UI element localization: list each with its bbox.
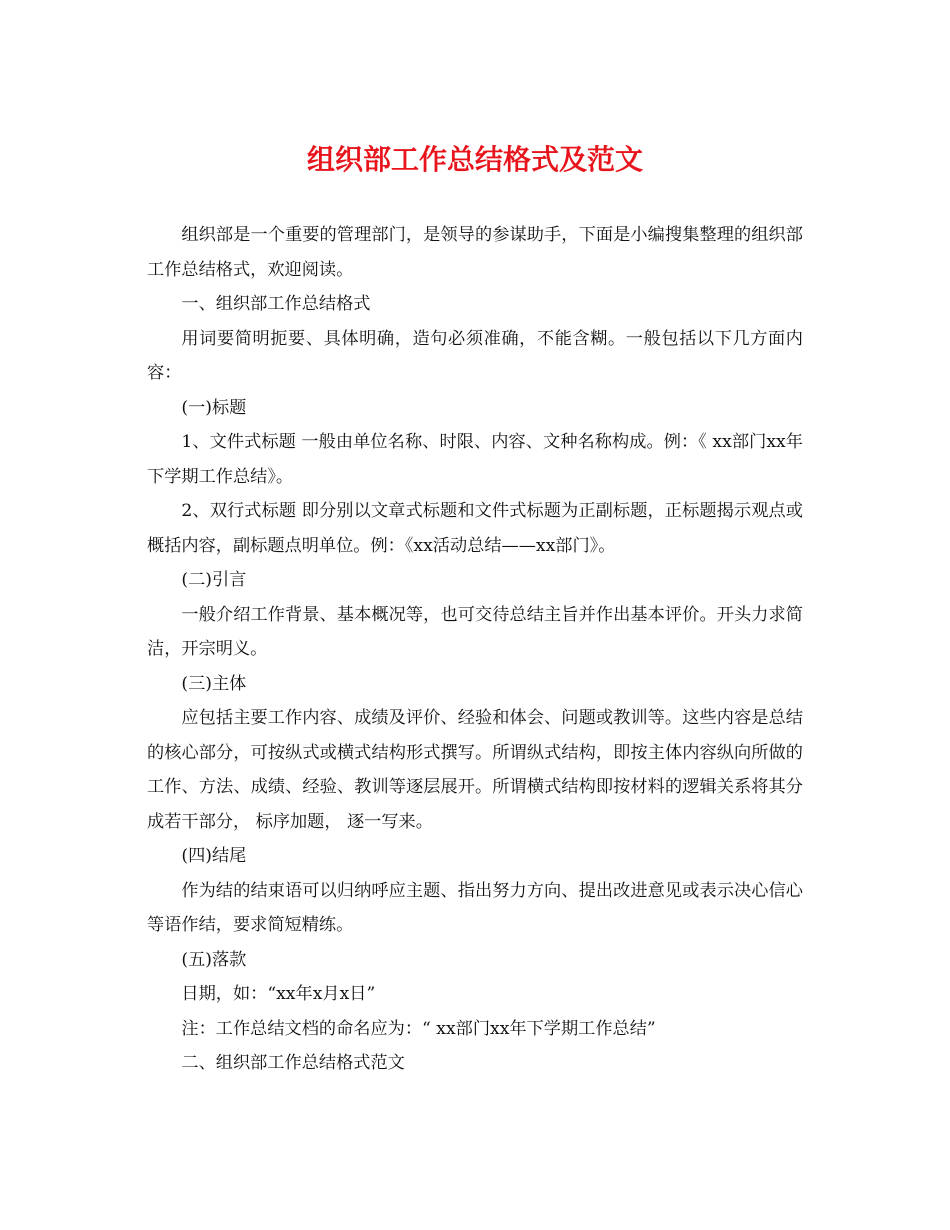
document-title: 组织部工作总结格式及范文 <box>306 143 643 176</box>
paragraph-file-style-title: 1、文件式标题 一般由单位名称、时限、内容、文种名称构成。例：《 xx部门xx年下学期工作总结》。 <box>147 432 803 487</box>
paragraph-ending: 作为结的结束语可以归纳呼应主题、指出努力方向、提出改进意见或表示决心信心等语作结，要求简短精练。 <box>147 880 803 935</box>
subheading-signature: (五)落款 <box>181 949 247 970</box>
paragraph-naming-note: 注：工作总结文档的命名应为：“ xx部门xx年下学期工作总结” <box>181 1018 656 1039</box>
paragraph-intro: 组织部是一个重要的管理部门，是领导的参谋助手，下面是小编搜集整理的组织部工作总结格式，欢迎阅读。 <box>147 225 803 280</box>
subheading-introduction: (二)引言 <box>181 570 247 590</box>
paragraph-main-body: 应包括主要工作内容、成绩及评价、经验和体会、问题或教训等。这些内容是总结的核心部分，可按纵式或横式结构形式撰写。所谓纵式结构，即按主体内容纵向所做的工作、方法、成绩、经验、教训等逐层展开。所谓横式结构即按材料的逻辑关系将其分成若干部分， 标序加题， 逐一写来。 <box>147 708 803 832</box>
subheading-ending: (四)结尾 <box>181 846 247 866</box>
paragraph-general-requirement: 用词要简明扼要、具体明确，造句必须准确，不能含糊。一般包括以下几方面内容： <box>147 328 803 383</box>
paragraph-date: 日期，如：“xx年x月x日” <box>181 984 376 1004</box>
section-heading-format: 一、组织部工作总结格式 <box>181 294 371 314</box>
paragraph-double-line-title: 2、双行式标题 即分别以文章式标题和文件式标题为正副标题，正标题揭示观点或概括内容，副标题点明单位。例：《xx活动总结——xx部门》。 <box>147 501 803 556</box>
subheading-main-body: (三)主体 <box>181 673 247 694</box>
paragraph-introduction: 一般介绍工作背景、基本概况等，也可交待总结主旨并作出基本评价。开头力求简洁，开宗明义。 <box>147 604 803 659</box>
document-body <box>147 218 803 1081</box>
section-heading-sample: 二、组织部工作总结格式范文 <box>181 1053 405 1073</box>
subheading-title: (一)标题 <box>181 397 247 418</box>
